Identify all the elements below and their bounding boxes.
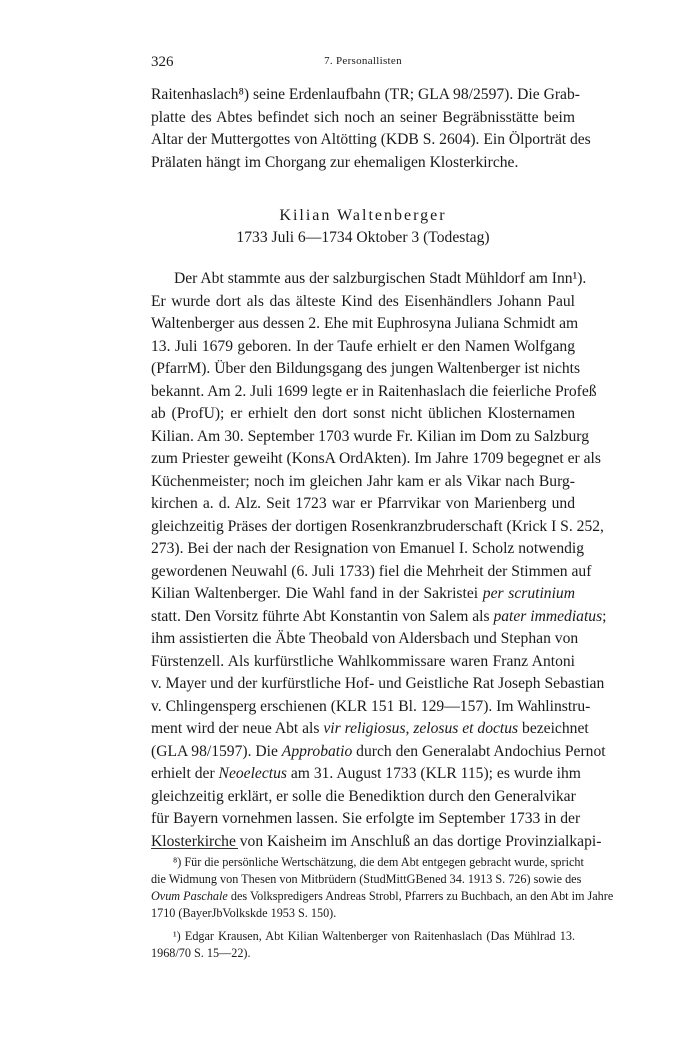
text-segment: statt. Den Vorsitz führte Abt Konstantin von Salem als — [151, 607, 494, 625]
text-segment: des Volkspredigers Andreas Strobl, Pfarrers zu Buchbach, an den Abt im Jahre — [227, 889, 614, 903]
text-segment: für Bayern vornehmen lassen. Sie erfolgte im September 1733 in der — [151, 810, 581, 827]
text-line — [151, 336, 575, 359]
entry-heading — [151, 205, 575, 249]
text-line: Raitenhaslach⁸) seine Erdenlaufbahn (TR; GLA 98/2597). Die Grab- — [151, 86, 580, 103]
latin-term: pater immediatus — [493, 607, 603, 625]
text-line — [151, 718, 589, 741]
section-title: 7. Personallisten — [324, 55, 402, 67]
text-segment: ab (ProfU); er erhielt den dort sonst nicht üblichen Klosternamen — [151, 405, 575, 422]
text-line — [151, 583, 575, 606]
text-segment: Klosterkirche von Kaisheim im Anschluß an das dortige Provinzialkapi- — [151, 832, 602, 850]
text-segment: am 31. August 1733 (KLR 115); es wurde ihm — [286, 765, 581, 782]
text-segment: 1968/70 S. 15—22). — [151, 946, 251, 960]
footnote-line — [151, 871, 582, 888]
text-line — [151, 651, 575, 674]
text-segment: die Widmung von Thesen von Mitbrüdern (StudMittGBened 34. 1913 S. 726) sowie des — [151, 872, 582, 886]
text-segment: gleichzeitig Präses der dortigen Rosenkranzbruderschaft (Krick I S. 252, — [151, 517, 604, 535]
text-segment: Küchenmeister; noch im gleichen Jahr kam er als Vikar nach Burg- — [151, 472, 575, 490]
latin-term: vir religiosus, zelosus et doctus — [323, 720, 519, 737]
text-line — [151, 291, 575, 314]
text-segment: ; — [602, 607, 607, 625]
text-segment: (GLA 98/1597). Die — [151, 742, 282, 760]
text-line — [151, 313, 579, 336]
text-segment: Waltenberger aus dessen 2. Ehe mit Euphrosyna Juliana Schmidt am — [151, 315, 579, 332]
text-segment: ment wird der neue Abt als — [151, 720, 324, 737]
text-line — [151, 786, 575, 809]
text-segment: 13. Juli 1679 geboren. In der Taufe erhielt er den Namen Wolfgang — [151, 337, 575, 355]
text-segment: bekannt. Am 2. Juli 1699 legte er in Raitenhaslach die feierliche Profeß — [151, 382, 597, 400]
footnote-divider — [151, 848, 238, 849]
abbot-tenure-dates: 1733 Juli 6—1734 Oktober 3 (Todestag) — [236, 229, 490, 246]
text-segment: zum Priester geweiht (KonsA OrdAkten). Im Jahre 1709 begegnet er als — [151, 450, 601, 467]
text-segment: 1710 (BayerJbVolkskde 1953 S. 150). — [151, 906, 337, 920]
text-line — [151, 808, 581, 831]
text-segment: gewordenen Neuwahl (6. Juli 1733) fiel die Mehrheit der Stimmen auf — [151, 562, 592, 580]
text-line — [151, 628, 579, 651]
text-segment: 273). Bei der nach der Resignation von Emanuel I. Scholz notwendig — [151, 540, 585, 557]
text-line — [151, 448, 601, 471]
page-number: 326 — [151, 54, 174, 70]
text-segment: Fürstenzell. Als kurfürstliche Wahlkommissare waren Franz Antoni — [151, 652, 575, 670]
text-line — [151, 516, 604, 539]
text-segment: v. Chlingensperg erschienen (KLR 151 Bl. 129—157). Im Wahlinstru- — [151, 697, 591, 715]
text-line — [151, 606, 607, 629]
text-segment: bezeichnet — [518, 720, 589, 737]
text-segment: ⁸) Für die persönliche Wertschätzung, die dem Abt entgegen gebracht wurde, spricht — [173, 855, 584, 869]
text-line — [151, 673, 605, 696]
footnote-line — [151, 888, 614, 905]
text-segment: kirchen a. d. Alz. Seit 1723 war er Pfarrvikar von Marienberg und — [151, 495, 575, 512]
text-line — [151, 358, 581, 381]
footnote-line — [151, 905, 575, 922]
text-line — [151, 268, 587, 291]
text-line — [151, 403, 575, 426]
running-head — [151, 54, 575, 74]
latin-term: Neoelectus — [218, 765, 287, 782]
continuation-paragraph — [151, 84, 591, 174]
abbot-name: Kilian Waltenberger — [279, 207, 447, 224]
text-line: platte des Abtes befindet sich noch an seiner Begräbnisstätte beim — [151, 108, 575, 126]
footnote-line — [151, 854, 584, 871]
text-segment: Kilian. Am 30. September 1703 wurde Fr. Kilian im Dom zu Salzburg — [151, 427, 590, 445]
biography-paragraph — [151, 268, 607, 853]
latin-term: per scrutinium — [482, 585, 575, 602]
text-segment: Der Abt stammte aus der salzburgischen Stadt Mühldorf am Inn¹). — [174, 270, 587, 287]
text-line — [151, 696, 591, 719]
text-line — [151, 471, 575, 494]
text-line — [151, 763, 581, 786]
footnote-line — [151, 928, 575, 945]
text-segment: (PfarrM). Über den Bildungsgang des jungen Waltenberger ist nichts — [151, 360, 581, 377]
text-segment: v. Mayer und der kurfürstliche Hof- und Geistliche Rat Joseph Sebastian — [151, 675, 605, 692]
text-line: Prälaten hängt im Chorgang zur ehemaligen Klosterkirche. — [151, 153, 519, 171]
text-line: Altar der Muttergottes von Altötting (KDB S. 2604). Ein Ölporträt des — [151, 131, 591, 148]
text-segment: durch den Generalabt Andochius Pernot — [352, 742, 606, 760]
text-line — [151, 561, 592, 584]
text-segment: Kilian Waltenberger. Die Wahl fand in der Sakristei — [151, 585, 483, 602]
italic-title: Ovum Paschale — [151, 889, 228, 903]
text-segment: ¹) Edgar Krausen, Abt Kilian Waltenberger von Raitenhaslach (Das Mühlrad 13. — [173, 929, 575, 943]
text-segment: ihm assistierten die Äbte Theobald von Aldersbach und Stephan von — [151, 630, 579, 647]
text-line — [151, 741, 606, 764]
text-line — [151, 426, 590, 449]
latin-term: Approbatio — [281, 742, 353, 760]
text-line — [151, 831, 602, 854]
text-segment: Er wurde dort als das älteste Kind des Eisenhändlers Johann Paul — [151, 292, 575, 310]
text-segment: gleichzeitig erklärt, er solle die Benediktion durch den Generalvikar — [151, 787, 576, 805]
text-segment: erhielt der — [151, 765, 219, 782]
text-line — [151, 493, 575, 516]
footnotes — [151, 854, 614, 962]
text-line — [151, 538, 585, 561]
text-line — [151, 381, 597, 404]
footnote-line — [151, 945, 575, 962]
